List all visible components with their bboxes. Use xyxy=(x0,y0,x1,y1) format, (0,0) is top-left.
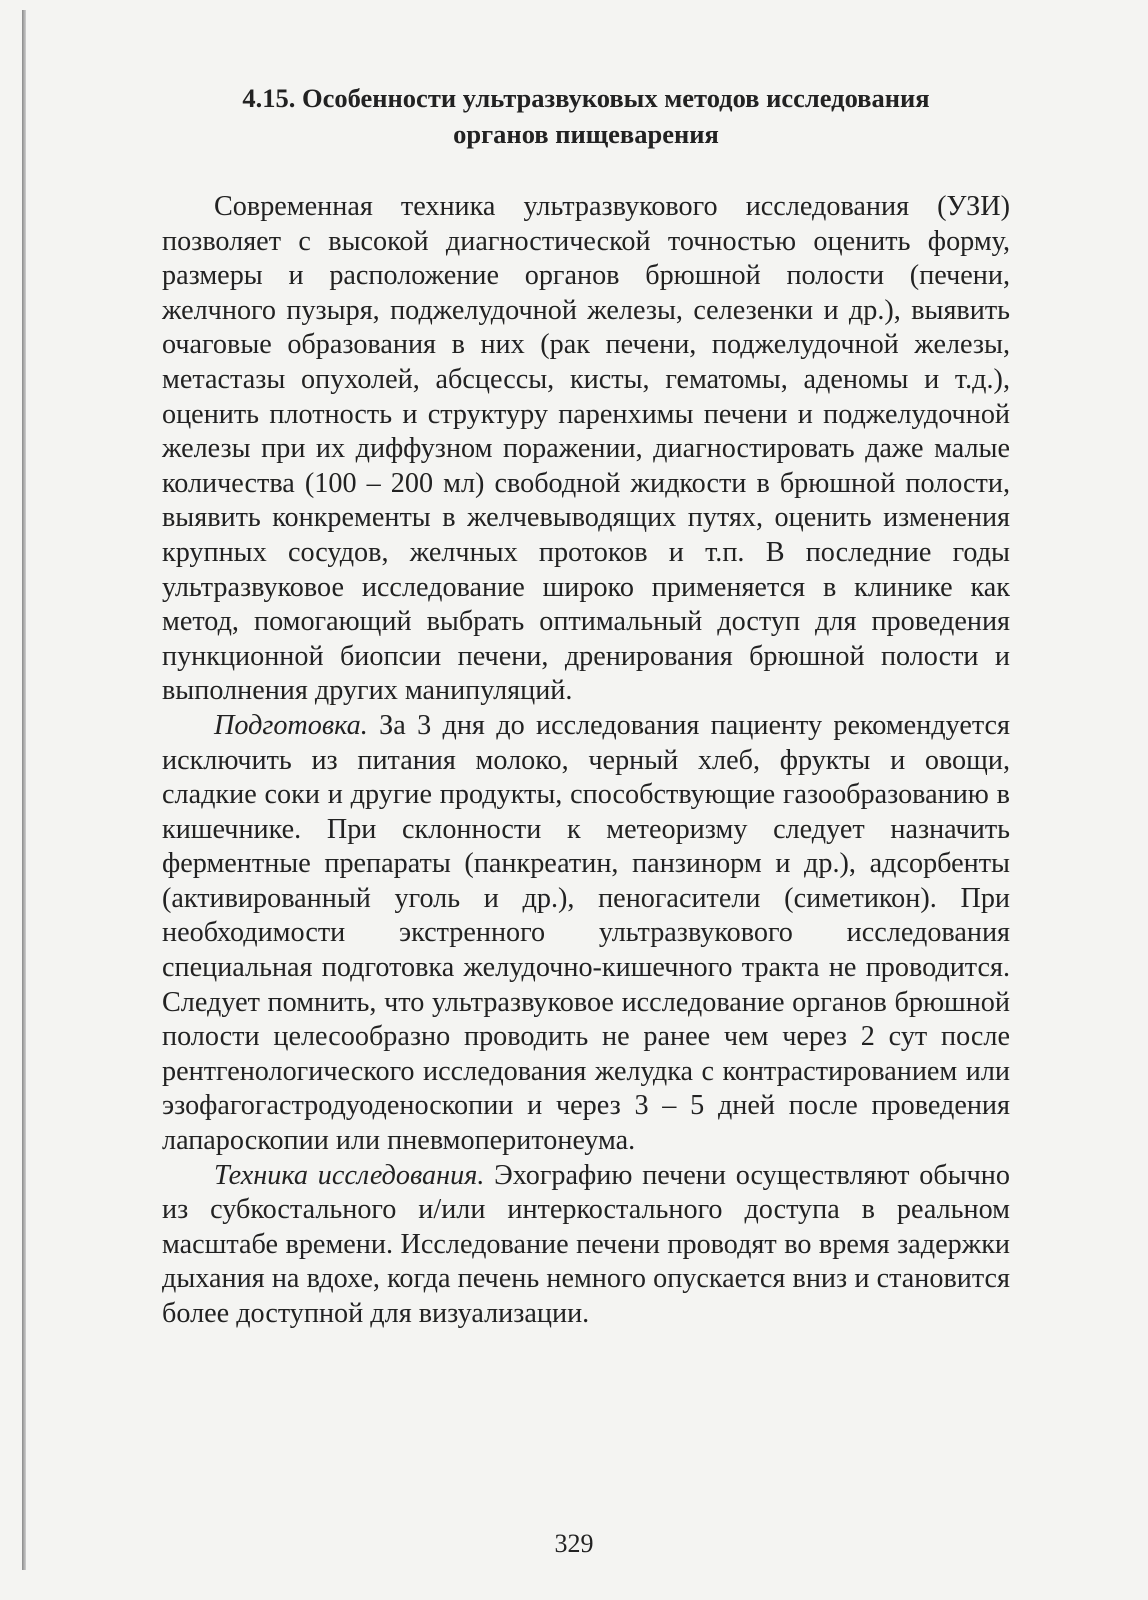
section-heading-line-2: органов пищеварения xyxy=(453,119,719,149)
paragraph-preparation-lead: Подготовка. xyxy=(214,709,368,741)
body-text xyxy=(162,190,1010,1332)
paragraph-preparation-text: За 3 дня до исследования пациенту рекомендуется исключить из питания молоко, черный хлеб, фрукты и овощи, сладкие соки и другие продукты, способствующие газообразованию в кишечнике. При склонности к метеоризму следует назначить ферментные препараты (панкреатин, панзинорм и др.), адсорбенты (активированный уголь и др.), пеногасители (симетикон). При необходимости экстренного ультразвукового исследования специальная подготовка желудочно-кишечного тракта не проводится. Следует помнить, что ультразвуковое исследование органов брюшной полости целесообразно проводить не ранее чем через 2 сут после рентгенологического исследования желудка с контрастированием или эзофагогастродуоденоскопии и через 3 – 5 дней после проведения лапароскопии или пневмоперитонеума. xyxy=(162,709,1010,1157)
page-content xyxy=(162,80,1010,1332)
paragraph-technique xyxy=(162,1159,1010,1332)
page-edge-shadow xyxy=(22,10,26,1570)
section-heading-line-1: 4.15. Особенности ультразвуковых методов исследования xyxy=(242,83,930,113)
paragraph-preparation xyxy=(162,709,1010,1159)
paragraph-technique-lead: Техника исследования. xyxy=(214,1159,485,1191)
page-number: 329 xyxy=(554,1529,594,1558)
paragraph-technique-text: Эхографию печени осуществляют обычно из субкостального и/или интеркостального доступа в реальном масштабе времени. Исследование печени проводят во время задержки дыхания на вдохе, когда печень немного опускается вниз и становится более доступной для визуализации. xyxy=(162,1159,1010,1329)
section-heading xyxy=(162,80,1010,152)
paragraph-intro: Современная техника ультразвукового исследования (УЗИ) позволяет с высокой диагностической точностью оценить форму, размеры и расположение органов брюшной полости (печени, желчного пузыря, поджелудочной железы, селезенки и др.), выявить очаговые образования в них (рак печени, поджелудочной железы, метастазы опухолей, абсцессы, кисты, гематомы, аденомы и т.д.), оценить плотность и структуру паренхимы печени и поджелудочной железы при их диффузном поражении, диагностировать даже малые количества (100 – 200 мл) свободной жидкости в брюшной полости, выявить конкременты в желчевыводящих путях, оценить изменения крупных сосудов, желчных протоков и т.п. В последние годы ультразвуковое исследование широко применяется в клинике как метод, помогающий выбрать оптимальный доступ для проведения пункционной биопсии печени, дренирования брюшной полости и выполнения других манипуляций. xyxy=(162,191,1010,707)
